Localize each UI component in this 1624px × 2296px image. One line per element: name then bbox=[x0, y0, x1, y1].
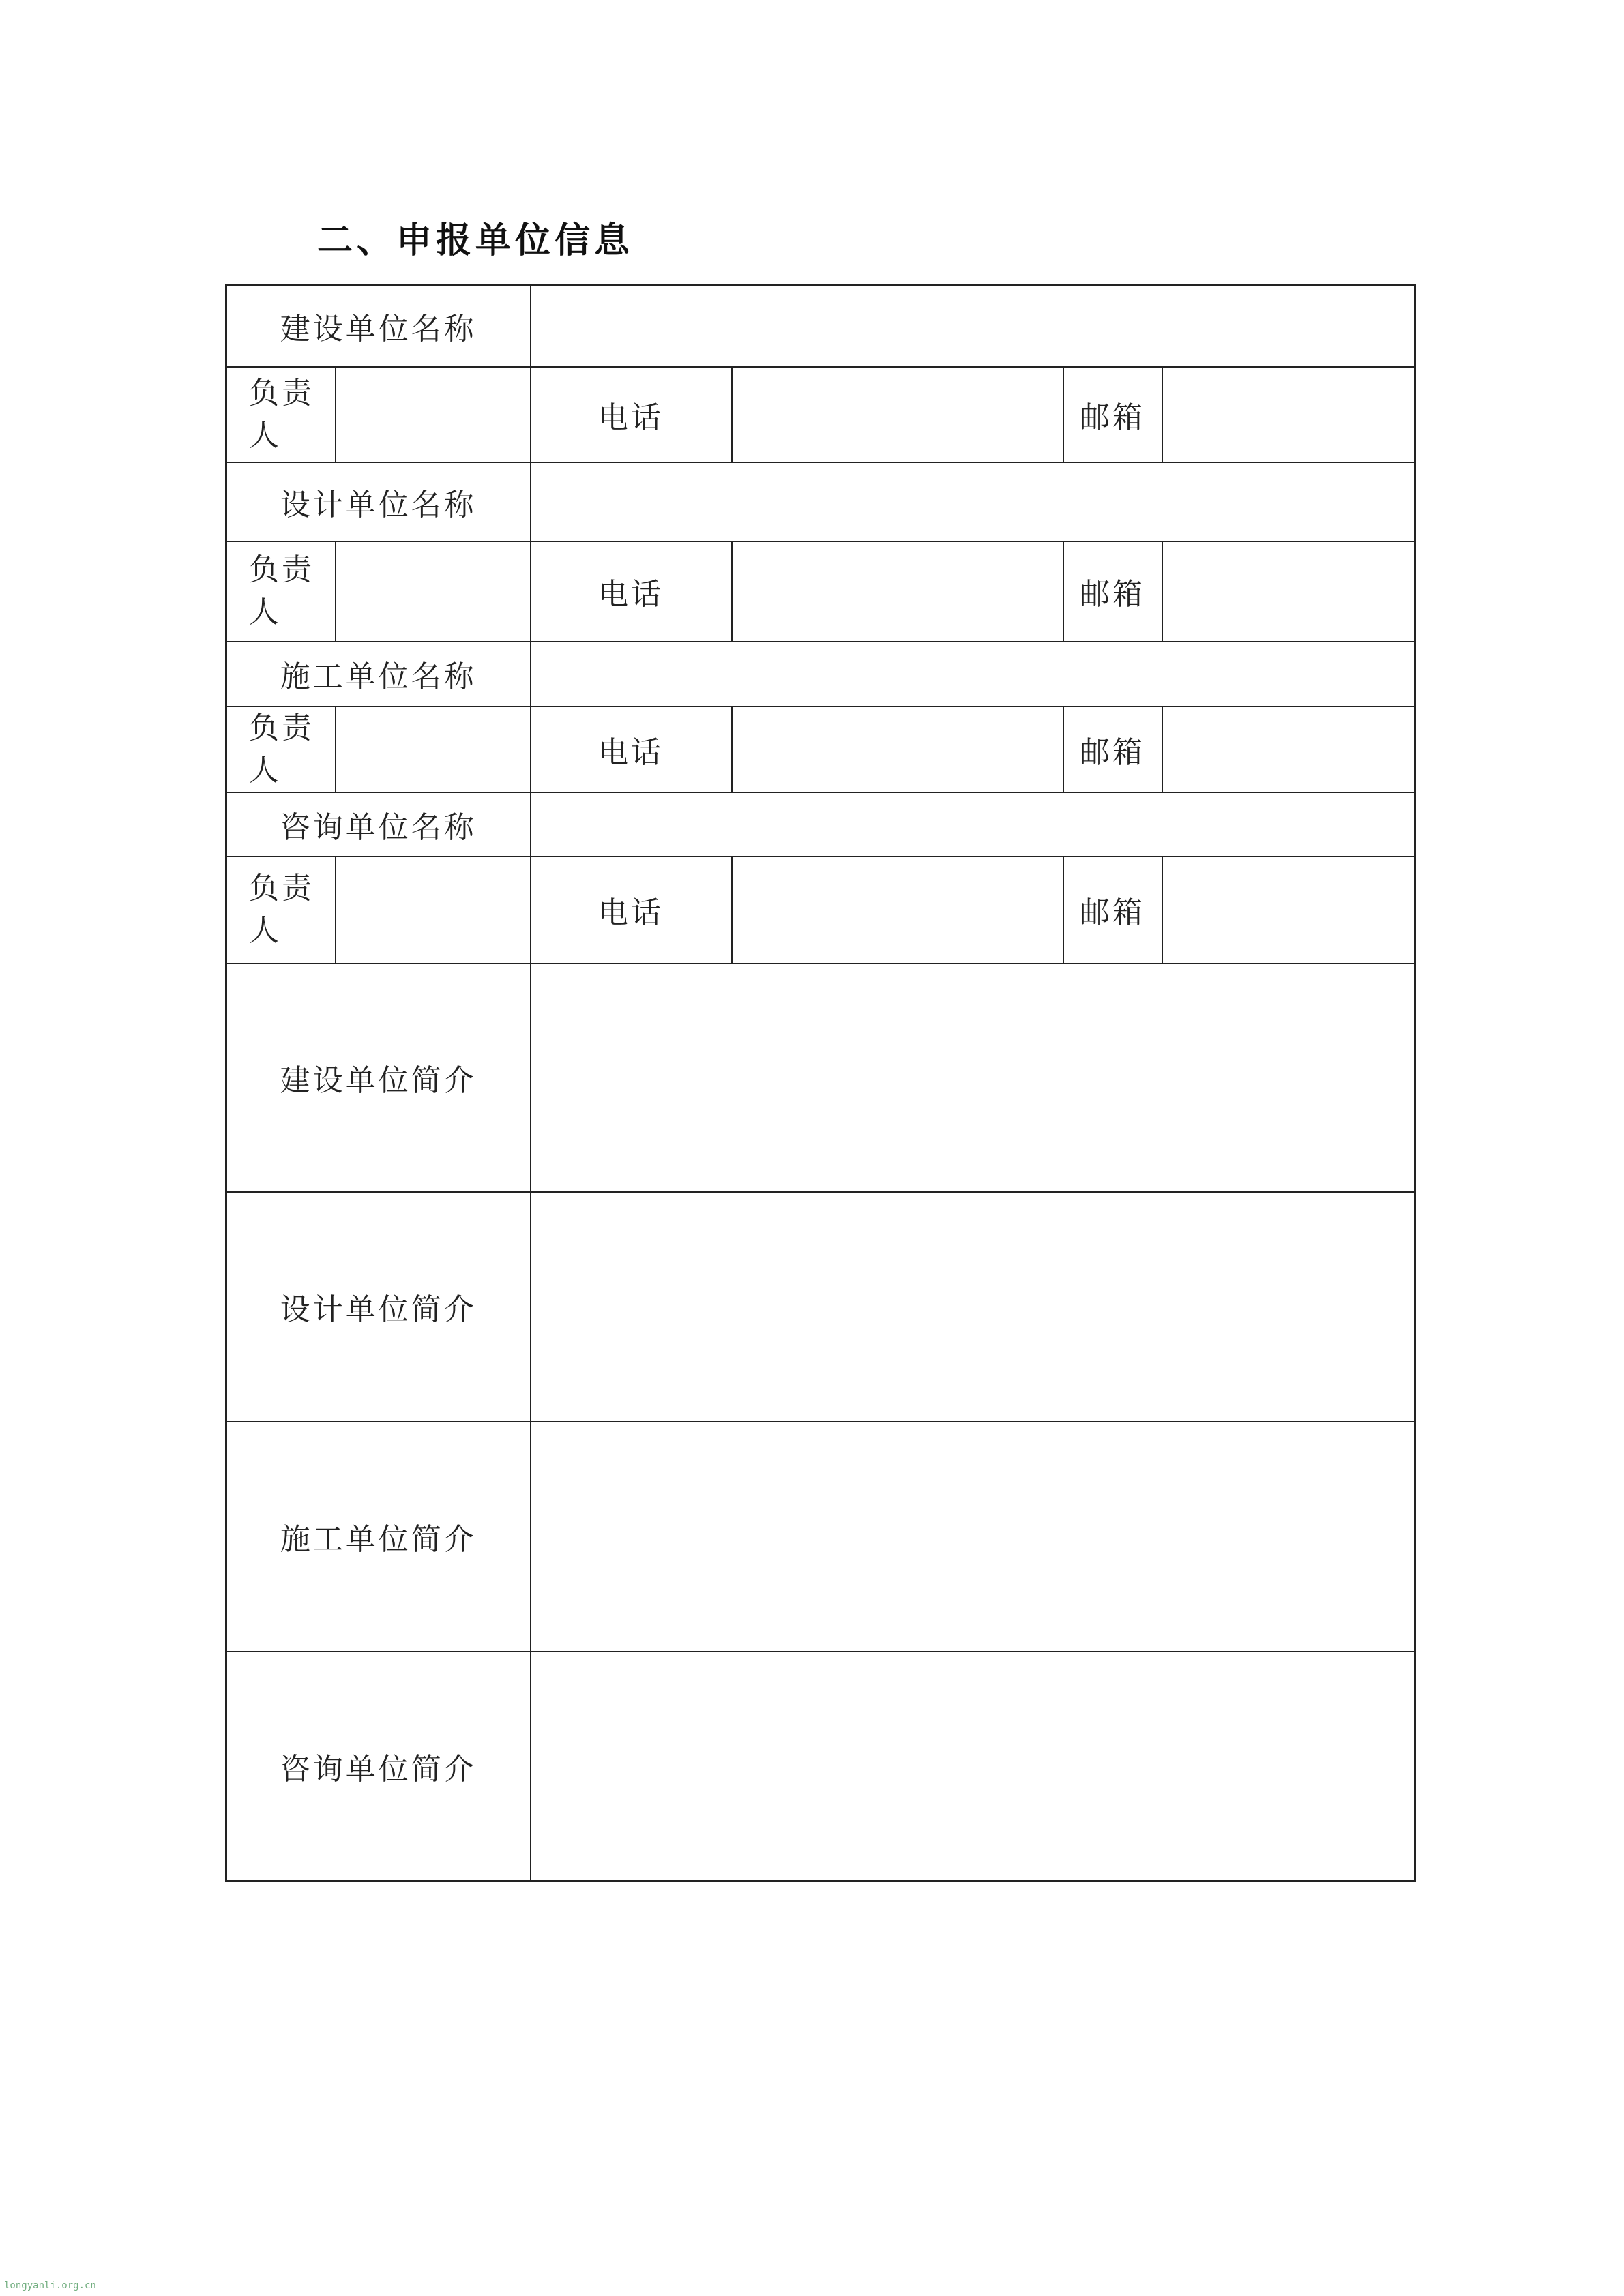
unit-name-field[interactable] bbox=[531, 792, 1415, 856]
person-field[interactable] bbox=[336, 706, 531, 792]
person-field[interactable] bbox=[336, 856, 531, 964]
unit-name-field[interactable] bbox=[531, 286, 1415, 367]
phone-field[interactable] bbox=[732, 541, 1063, 642]
phone-label: 电话 bbox=[531, 706, 732, 792]
phone-label: 电话 bbox=[531, 856, 732, 964]
intro-row bbox=[226, 1652, 1415, 1881]
contact-row bbox=[226, 856, 1415, 964]
email-label: 邮箱 bbox=[1063, 856, 1162, 964]
email-label: 邮箱 bbox=[1063, 706, 1162, 792]
intro-label: 咨询单位简介 bbox=[226, 1652, 531, 1881]
intro-label: 建设单位简介 bbox=[226, 964, 531, 1192]
unit-name-label: 施工单位名称 bbox=[226, 642, 531, 706]
unit-name-label: 咨询单位名称 bbox=[226, 792, 531, 856]
intro-field[interactable] bbox=[531, 1422, 1415, 1652]
person-label: 负责人 bbox=[226, 856, 336, 964]
intro-field[interactable] bbox=[531, 1652, 1415, 1881]
person-field[interactable] bbox=[336, 541, 531, 642]
applicant-info-form bbox=[225, 284, 1416, 1882]
email-label: 邮箱 bbox=[1063, 541, 1162, 642]
phone-label: 电话 bbox=[531, 541, 732, 642]
person-label: 负责人 bbox=[226, 367, 336, 462]
phone-field[interactable] bbox=[732, 706, 1063, 792]
intro-row bbox=[226, 1422, 1415, 1652]
intro-label: 设计单位简介 bbox=[226, 1192, 531, 1422]
unit-name-label: 设计单位名称 bbox=[226, 462, 531, 541]
unit-name-field[interactable] bbox=[531, 462, 1415, 541]
unit-name-row bbox=[226, 462, 1415, 541]
email-label: 邮箱 bbox=[1063, 367, 1162, 462]
person-field[interactable] bbox=[336, 367, 531, 462]
intro-label: 施工单位简介 bbox=[226, 1422, 531, 1652]
phone-field[interactable] bbox=[732, 367, 1063, 462]
person-label: 负责人 bbox=[226, 541, 336, 642]
unit-name-field[interactable] bbox=[531, 642, 1415, 706]
intro-row bbox=[226, 964, 1415, 1192]
email-field[interactable] bbox=[1162, 856, 1415, 964]
contact-row bbox=[226, 367, 1415, 462]
intro-row bbox=[226, 1192, 1415, 1422]
unit-name-row bbox=[226, 792, 1415, 856]
watermark-text: longyanli.org.cn bbox=[4, 2280, 96, 2291]
contact-row bbox=[226, 541, 1415, 642]
person-label: 负责人 bbox=[226, 706, 336, 792]
phone-label: 电话 bbox=[531, 367, 732, 462]
intro-field[interactable] bbox=[531, 1192, 1415, 1422]
unit-name-row bbox=[226, 642, 1415, 706]
unit-name-row bbox=[226, 286, 1415, 367]
email-field[interactable] bbox=[1162, 541, 1415, 642]
phone-field[interactable] bbox=[732, 856, 1063, 964]
contact-row bbox=[226, 706, 1415, 792]
email-field[interactable] bbox=[1162, 367, 1415, 462]
intro-field[interactable] bbox=[531, 964, 1415, 1192]
email-field[interactable] bbox=[1162, 706, 1415, 792]
unit-name-label: 建设单位名称 bbox=[226, 286, 531, 367]
section-title: 二、申报单位信息 bbox=[317, 220, 634, 261]
